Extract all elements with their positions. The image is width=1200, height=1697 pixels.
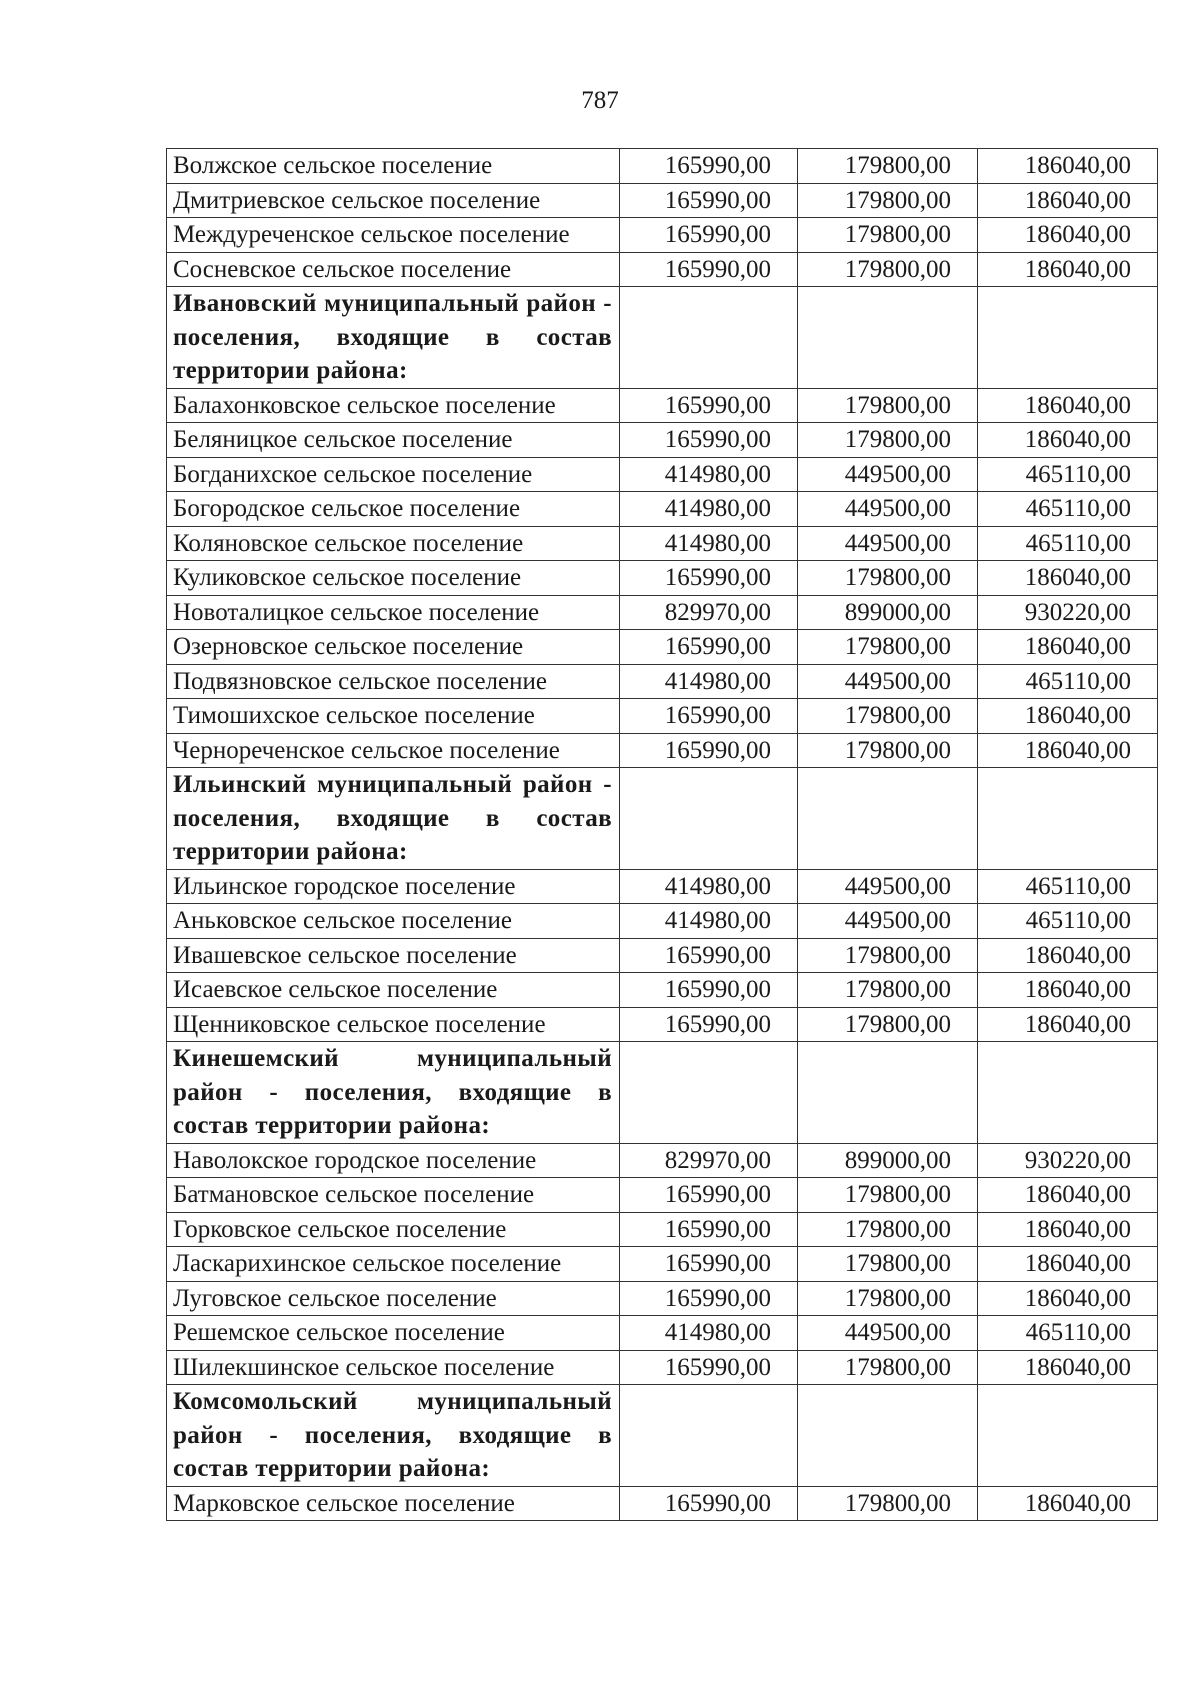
amount-cell-2: 449500,00 <box>798 664 978 699</box>
amount-cell-1: 829970,00 <box>620 595 798 630</box>
amount-cell-1: 165990,00 <box>620 973 798 1008</box>
amount-cell-2: 179800,00 <box>798 1007 978 1042</box>
table-row <box>167 904 1158 939</box>
table-row <box>167 388 1158 423</box>
district-header-row <box>167 1385 1158 1487</box>
amount-cell-1: 165990,00 <box>620 733 798 768</box>
table-row <box>167 218 1158 253</box>
amount-cell-3: 186040,00 <box>978 733 1158 768</box>
amount-cell-3: 186040,00 <box>978 938 1158 973</box>
amount-cell-3: 465110,00 <box>978 1316 1158 1351</box>
settlement-name-cell: Горковское сельское поселение <box>167 1212 620 1247</box>
amount-cell-3: 186040,00 <box>978 1212 1158 1247</box>
table-row <box>167 457 1158 492</box>
amount-cell-3: 186040,00 <box>978 388 1158 423</box>
amount-cell-2: 179800,00 <box>798 699 978 734</box>
amount-cell-1 <box>620 1385 798 1487</box>
amount-cell-3 <box>978 1042 1158 1144</box>
amount-cell-3: 186040,00 <box>978 1178 1158 1213</box>
district-header-row <box>167 768 1158 870</box>
amount-cell-1: 165990,00 <box>620 1212 798 1247</box>
amount-cell-2: 179800,00 <box>798 218 978 253</box>
amount-cell-3: 186040,00 <box>978 1486 1158 1521</box>
amount-cell-2: 179800,00 <box>798 733 978 768</box>
amount-cell-3: 465110,00 <box>978 526 1158 561</box>
amount-cell-3: 186040,00 <box>978 699 1158 734</box>
amount-cell-3: 465110,00 <box>978 457 1158 492</box>
amount-cell-3: 186040,00 <box>978 561 1158 596</box>
settlement-name-cell: Озерновское сельское поселение <box>167 630 620 665</box>
table-row <box>167 1350 1158 1385</box>
amount-cell-2: 449500,00 <box>798 1316 978 1351</box>
amount-cell-1 <box>620 287 798 389</box>
table-row <box>167 149 1158 184</box>
table-row <box>167 664 1158 699</box>
amount-cell-2: 449500,00 <box>798 904 978 939</box>
amount-cell-3 <box>978 768 1158 870</box>
settlement-name-cell: Шилекшинское сельское поселение <box>167 1350 620 1385</box>
settlement-name-cell: Сосневское сельское поселение <box>167 252 620 287</box>
amount-cell-3: 186040,00 <box>978 1007 1158 1042</box>
table-row <box>167 526 1158 561</box>
amount-cell-2: 179800,00 <box>798 1350 978 1385</box>
amount-cell-1: 165990,00 <box>620 423 798 458</box>
settlement-name-cell: Наволокское городское поселение <box>167 1143 620 1178</box>
amount-cell-1: 165990,00 <box>620 1350 798 1385</box>
amount-cell-3: 186040,00 <box>978 183 1158 218</box>
amount-cell-3: 186040,00 <box>978 1350 1158 1385</box>
settlement-name-cell: Богданихское сельское поселение <box>167 457 620 492</box>
amount-cell-2: 179800,00 <box>798 630 978 665</box>
settlement-name-cell: Тимошихское сельское поселение <box>167 699 620 734</box>
settlement-name-cell: Батмановское сельское поселение <box>167 1178 620 1213</box>
amount-cell-1 <box>620 1042 798 1144</box>
amount-cell-2: 449500,00 <box>798 526 978 561</box>
table-row <box>167 492 1158 527</box>
amount-cell-1: 165990,00 <box>620 388 798 423</box>
amount-cell-1: 414980,00 <box>620 1316 798 1351</box>
amount-cell-3: 186040,00 <box>978 423 1158 458</box>
amount-cell-3: 465110,00 <box>978 492 1158 527</box>
amount-cell-1: 414980,00 <box>620 457 798 492</box>
settlement-name-cell: Куликовское сельское поселение <box>167 561 620 596</box>
table-row <box>167 1316 1158 1351</box>
amount-cell-1: 414980,00 <box>620 664 798 699</box>
amount-cell-2: 179800,00 <box>798 388 978 423</box>
amount-cell-3 <box>978 1385 1158 1487</box>
amount-cell-1: 165990,00 <box>620 183 798 218</box>
amount-cell-3: 186040,00 <box>978 252 1158 287</box>
amount-cell-2: 449500,00 <box>798 457 978 492</box>
table-body <box>167 149 1158 1521</box>
amount-cell-2: 179800,00 <box>798 1486 978 1521</box>
amount-cell-2 <box>798 1042 978 1144</box>
settlement-name-cell: Коляновское сельское поселение <box>167 526 620 561</box>
amount-cell-3: 465110,00 <box>978 869 1158 904</box>
table-row <box>167 252 1158 287</box>
amount-cell-3: 186040,00 <box>978 1247 1158 1282</box>
table-row <box>167 183 1158 218</box>
district-name-cell: Ильинский муниципальный район - поселения, входящие в состав территории района: <box>167 768 620 870</box>
amount-cell-1: 165990,00 <box>620 1281 798 1316</box>
amount-cell-1: 414980,00 <box>620 492 798 527</box>
table-row <box>167 699 1158 734</box>
amount-cell-1: 829970,00 <box>620 1143 798 1178</box>
table-row <box>167 938 1158 973</box>
amount-cell-2 <box>798 287 978 389</box>
settlement-name-cell: Междуреченское сельское поселение <box>167 218 620 253</box>
table-row <box>167 1143 1158 1178</box>
settlement-name-cell: Аньковское сельское поселение <box>167 904 620 939</box>
amount-cell-2: 179800,00 <box>798 252 978 287</box>
district-name-cell: Кинешемский муниципальный район - поселения, входящие в состав территории района: <box>167 1042 620 1144</box>
settlement-name-cell: Чернореченское сельское поселение <box>167 733 620 768</box>
amount-cell-2: 179800,00 <box>798 1247 978 1282</box>
settlement-name-cell: Исаевское сельское поселение <box>167 973 620 1008</box>
amount-cell-2: 179800,00 <box>798 1281 978 1316</box>
table-row <box>167 1007 1158 1042</box>
amount-cell-2: 179800,00 <box>798 1178 978 1213</box>
district-name-cell: Комсомольский муниципальный район - поселения, входящие в состав территории района: <box>167 1385 620 1487</box>
settlement-name-cell: Ивашевское сельское поселение <box>167 938 620 973</box>
amount-cell-1: 414980,00 <box>620 526 798 561</box>
amount-cell-2: 179800,00 <box>798 423 978 458</box>
table-row <box>167 595 1158 630</box>
settlement-name-cell: Ильинское городское поселение <box>167 869 620 904</box>
amount-cell-2: 449500,00 <box>798 869 978 904</box>
district-header-row <box>167 287 1158 389</box>
table-row <box>167 423 1158 458</box>
table-row <box>167 869 1158 904</box>
table-row <box>167 973 1158 1008</box>
amount-cell-3: 186040,00 <box>978 218 1158 253</box>
amount-cell-1: 165990,00 <box>620 1486 798 1521</box>
settlement-name-cell: Ласкарихинское сельское поселение <box>167 1247 620 1282</box>
settlement-name-cell: Луговское сельское поселение <box>167 1281 620 1316</box>
settlement-name-cell: Решемское сельское поселение <box>167 1316 620 1351</box>
amount-cell-2: 899000,00 <box>798 1143 978 1178</box>
amount-cell-1: 414980,00 <box>620 904 798 939</box>
amount-cell-2 <box>798 1385 978 1487</box>
amount-cell-1: 165990,00 <box>620 218 798 253</box>
amount-cell-2: 179800,00 <box>798 149 978 184</box>
amount-cell-1: 165990,00 <box>620 630 798 665</box>
table-row <box>167 1178 1158 1213</box>
allocation-table <box>166 148 1158 1521</box>
amount-cell-1: 165990,00 <box>620 252 798 287</box>
table-row <box>167 561 1158 596</box>
settlement-name-cell: Щенниковское сельское поселение <box>167 1007 620 1042</box>
amount-cell-2: 899000,00 <box>798 595 978 630</box>
amount-cell-1: 165990,00 <box>620 1007 798 1042</box>
page-number: 787 <box>581 87 619 114</box>
table-row <box>167 1212 1158 1247</box>
settlement-name-cell: Беляницкое сельское поселение <box>167 423 620 458</box>
table-row <box>167 1486 1158 1521</box>
amount-cell-2: 179800,00 <box>798 973 978 1008</box>
amount-cell-2 <box>798 768 978 870</box>
amount-cell-1: 165990,00 <box>620 561 798 596</box>
amount-cell-3: 465110,00 <box>978 904 1158 939</box>
amount-cell-3: 186040,00 <box>978 1281 1158 1316</box>
amount-cell-1: 165990,00 <box>620 149 798 184</box>
table-row <box>167 630 1158 665</box>
amount-cell-3: 186040,00 <box>978 149 1158 184</box>
amount-cell-3: 465110,00 <box>978 664 1158 699</box>
settlement-name-cell: Богородское сельское поселение <box>167 492 620 527</box>
amount-cell-1 <box>620 768 798 870</box>
amount-cell-1: 165990,00 <box>620 699 798 734</box>
settlement-name-cell: Дмитриевское сельское поселение <box>167 183 620 218</box>
settlement-name-cell: Волжское сельское поселение <box>167 149 620 184</box>
amount-cell-3: 186040,00 <box>978 973 1158 1008</box>
amount-cell-2: 179800,00 <box>798 938 978 973</box>
amount-cell-3: 930220,00 <box>978 1143 1158 1178</box>
amount-cell-3: 930220,00 <box>978 595 1158 630</box>
amount-cell-2: 179800,00 <box>798 183 978 218</box>
district-header-row <box>167 1042 1158 1144</box>
amount-cell-1: 165990,00 <box>620 1178 798 1213</box>
settlement-name-cell: Подвязновское сельское поселение <box>167 664 620 699</box>
table-row <box>167 1247 1158 1282</box>
district-name-cell: Ивановский муниципальный район - поселения, входящие в состав территории района: <box>167 287 620 389</box>
amount-cell-3 <box>978 287 1158 389</box>
settlement-name-cell: Балахонковское сельское поселение <box>167 388 620 423</box>
amount-cell-1: 165990,00 <box>620 938 798 973</box>
amount-cell-2: 179800,00 <box>798 561 978 596</box>
settlement-name-cell: Новоталицкое сельское поселение <box>167 595 620 630</box>
table-row <box>167 733 1158 768</box>
amount-cell-1: 165990,00 <box>620 1247 798 1282</box>
amount-cell-2: 449500,00 <box>798 492 978 527</box>
amount-cell-1: 414980,00 <box>620 869 798 904</box>
amount-cell-2: 179800,00 <box>798 1212 978 1247</box>
settlement-name-cell: Марковское сельское поселение <box>167 1486 620 1521</box>
amount-cell-3: 186040,00 <box>978 630 1158 665</box>
table-row <box>167 1281 1158 1316</box>
